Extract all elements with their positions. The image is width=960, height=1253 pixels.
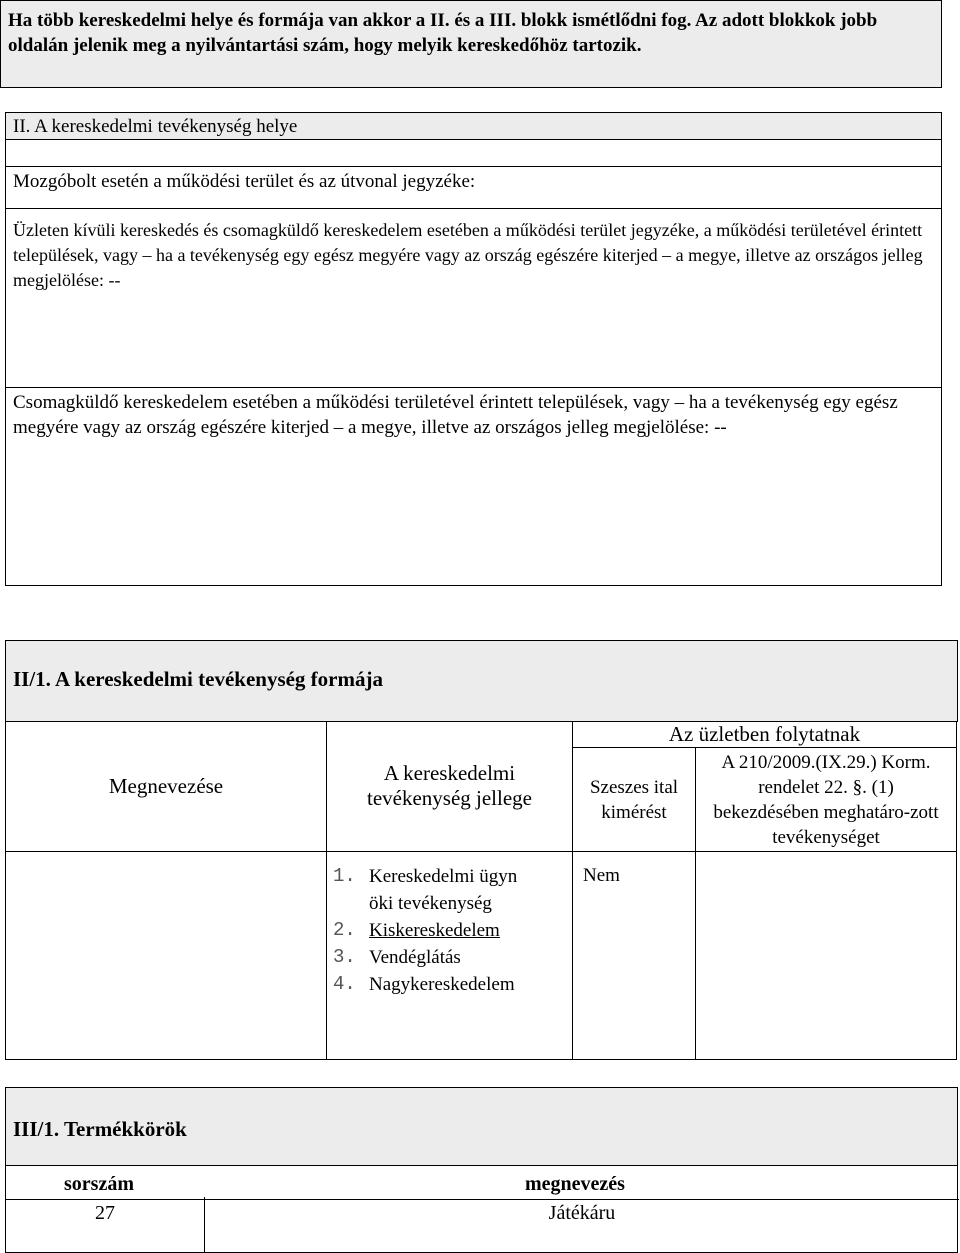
row-regulated xyxy=(696,852,957,1060)
section-title: II. A kereskedelmi tevékenység helye xyxy=(13,116,298,137)
header-in-store: Az üzletben folytatnak xyxy=(573,722,957,748)
mail-order-field xyxy=(5,387,942,586)
outside-store-text: Üzleten kívüli kereskedés és csomagküldő kereskedelem esetében a működési terület jegyzéke, a működési területével érintett települések, vagy – ha a tevékenység egy egész megyére vagy az ország egészére kiterjed – a megye, illetve az országos jelleg megjelölése: -- xyxy=(13,220,923,290)
header-regulated xyxy=(696,748,957,852)
activity-item xyxy=(333,944,572,971)
mobile-store-label: Mozgóbolt esetén a működési terület és az útvonal jegyzéke: xyxy=(13,171,476,192)
product-number: 27 xyxy=(95,1202,115,1224)
header-alcohol-text: Szeszes ital kimérést xyxy=(589,776,679,823)
header-name xyxy=(6,722,327,852)
activity-item xyxy=(333,971,572,998)
activity-list xyxy=(333,863,572,998)
activity-label: Vendéglátás xyxy=(369,947,461,968)
header-regulated-text: A 210/2009.(IX.29.) Korm. rendelet 22. §. (1) bekezdésében meghatáro-zott tevékenységet xyxy=(713,752,939,848)
product-row xyxy=(6,1199,959,1227)
activity-item xyxy=(333,917,572,944)
products-header-name: megnevezés xyxy=(525,1173,625,1195)
product-name: Játékáru xyxy=(548,1202,616,1224)
outside-store-field xyxy=(5,208,942,388)
mail-order-text: Csomagküldő kereskedelem esetében a működési területével érintett települések, vagy – ha a tevékenység egy egész megyére vagy az ország egészére kiterjed – a megye, illetve az országos jelleg megjelölése: -- xyxy=(13,392,898,438)
products-rows xyxy=(6,1199,959,1227)
activity-number: 2. xyxy=(333,919,356,941)
products-title-box xyxy=(5,1087,958,1166)
products-box xyxy=(5,1165,958,1253)
activity-number: 4. xyxy=(333,973,356,995)
mobile-store-row xyxy=(5,166,942,209)
form-title: II/1. A kereskedelmi tevékenység formája xyxy=(13,667,383,691)
row-name xyxy=(6,852,327,1060)
form-title-box xyxy=(5,640,958,722)
activity-item xyxy=(333,863,572,917)
row-alcohol: Nem xyxy=(573,852,696,1060)
activity-label: Nagykereskedelem xyxy=(369,974,515,995)
products-header-no: sorszám xyxy=(64,1173,134,1195)
row-activities xyxy=(327,852,573,1060)
activity-number: 3. xyxy=(333,946,356,968)
header-nature xyxy=(327,722,573,852)
activity-label: Kiskereskedelem xyxy=(369,920,500,941)
header-name-text: Megnevezése xyxy=(108,773,224,798)
activity-label: Kereskedelmi ügynöki tevékenység xyxy=(369,866,518,914)
header-alcohol xyxy=(573,748,696,852)
activity-number: 1. xyxy=(333,865,356,887)
blank-row xyxy=(5,139,942,167)
intro-box xyxy=(0,0,942,88)
activity-form-table xyxy=(5,721,957,1060)
header-nature-text: A kereskedelmi tevékenység jellege xyxy=(366,761,532,810)
products-title: III/1. Termékkörök xyxy=(13,1117,187,1141)
section-title-box xyxy=(5,112,942,140)
intro-text: Ha több kereskedelmi helye és formája van akkor a II. és a III. blokk ismétlődni fog. Az adott blokkok jobb oldalán jelenik meg a nyilvántartási szám, hogy melyik kereskedőhöz tartozik. xyxy=(8,10,878,56)
